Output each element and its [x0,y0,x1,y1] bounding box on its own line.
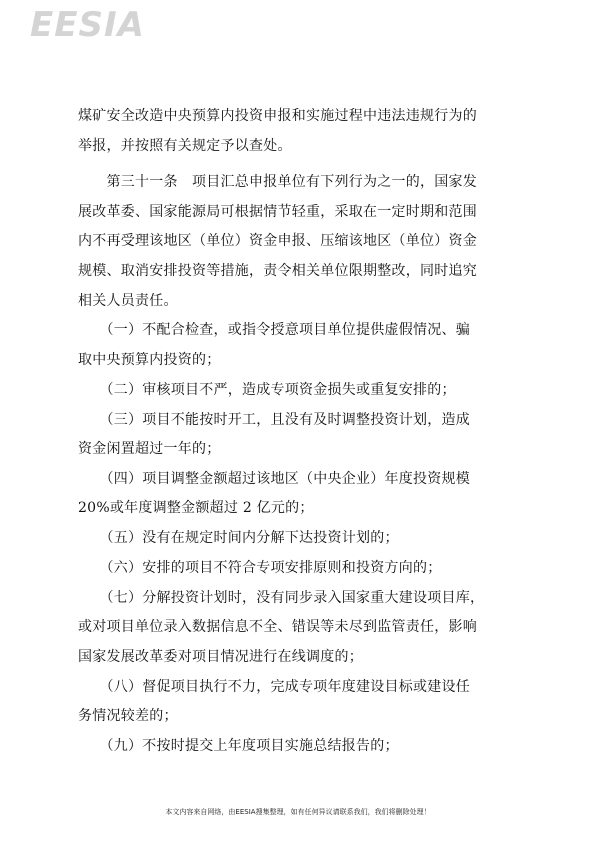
text-line: （四）项目调整金额超过该地区（中央企业）年度投资规模 [78,471,470,487]
text-line: （八）督促项目执行不力，完成专项年度建设目标或建设任 [78,679,470,695]
text-line: （三）项目不能按时开工，且没有及时调整投资计划，造成 [78,412,470,428]
text-line: （五）没有在规定时间内分解下达投资计划的； [78,530,399,546]
text-line: 资金闲置超过一年的； [78,441,221,457]
text-line: 务情况较差的； [78,708,178,724]
text-line: 展改革委、国家能源局可根据情节轻重，采取在一定时期和范围 [78,204,477,220]
text-line: 取中央预算内投资的； [78,352,221,368]
text-line: 煤矿安全改造中央预算内投资申报和实施过程中违法违规行为的 [78,108,477,124]
text-line: 内不再受理该地区（单位）资金申报、压缩该地区（单位）资金 [78,233,477,249]
text-line: （七）分解投资计划时，没有同步录入国家重大建设项目库， [78,590,485,606]
text-line: 相关人员责任。 [78,293,178,309]
text-line: （二）审核项目不严，造成专项资金损失或重复安排的； [78,382,456,398]
text-line: 举报，并按照有关规定予以查处。 [78,138,292,154]
text-line: 规模、取消安排投资等措施，责令相关单位限期整改，同时追究 [78,263,477,279]
text-line: 20%或年度调整金额超过 2 亿元的； [78,500,314,516]
text-line: 国家发展改革委对项目情况进行在线调度的； [78,649,363,665]
text-line: 或对项目单位录入数据信息不全、错误等未尽到监管责任，影响 [78,619,477,635]
text-line: （六）安排的项目不符合专项安排原则和投资方向的； [78,560,442,576]
text-line: （一）不配合检查，或指令授意项目单位提供虚假情况、骗 [78,322,470,338]
text-line: （九）不按时提交上年度项目实施总结报告的； [78,738,399,754]
footer-disclaimer: 本文内容来自网络，由EESIA搜集整理，如有任何异议请联系我们，我们将删除处理！ [165,808,431,816]
eesia-logo: EESIA [30,5,145,45]
text-line: 第三十一条 项目汇总申报单位有下列行为之一的，国家发 [78,174,477,190]
